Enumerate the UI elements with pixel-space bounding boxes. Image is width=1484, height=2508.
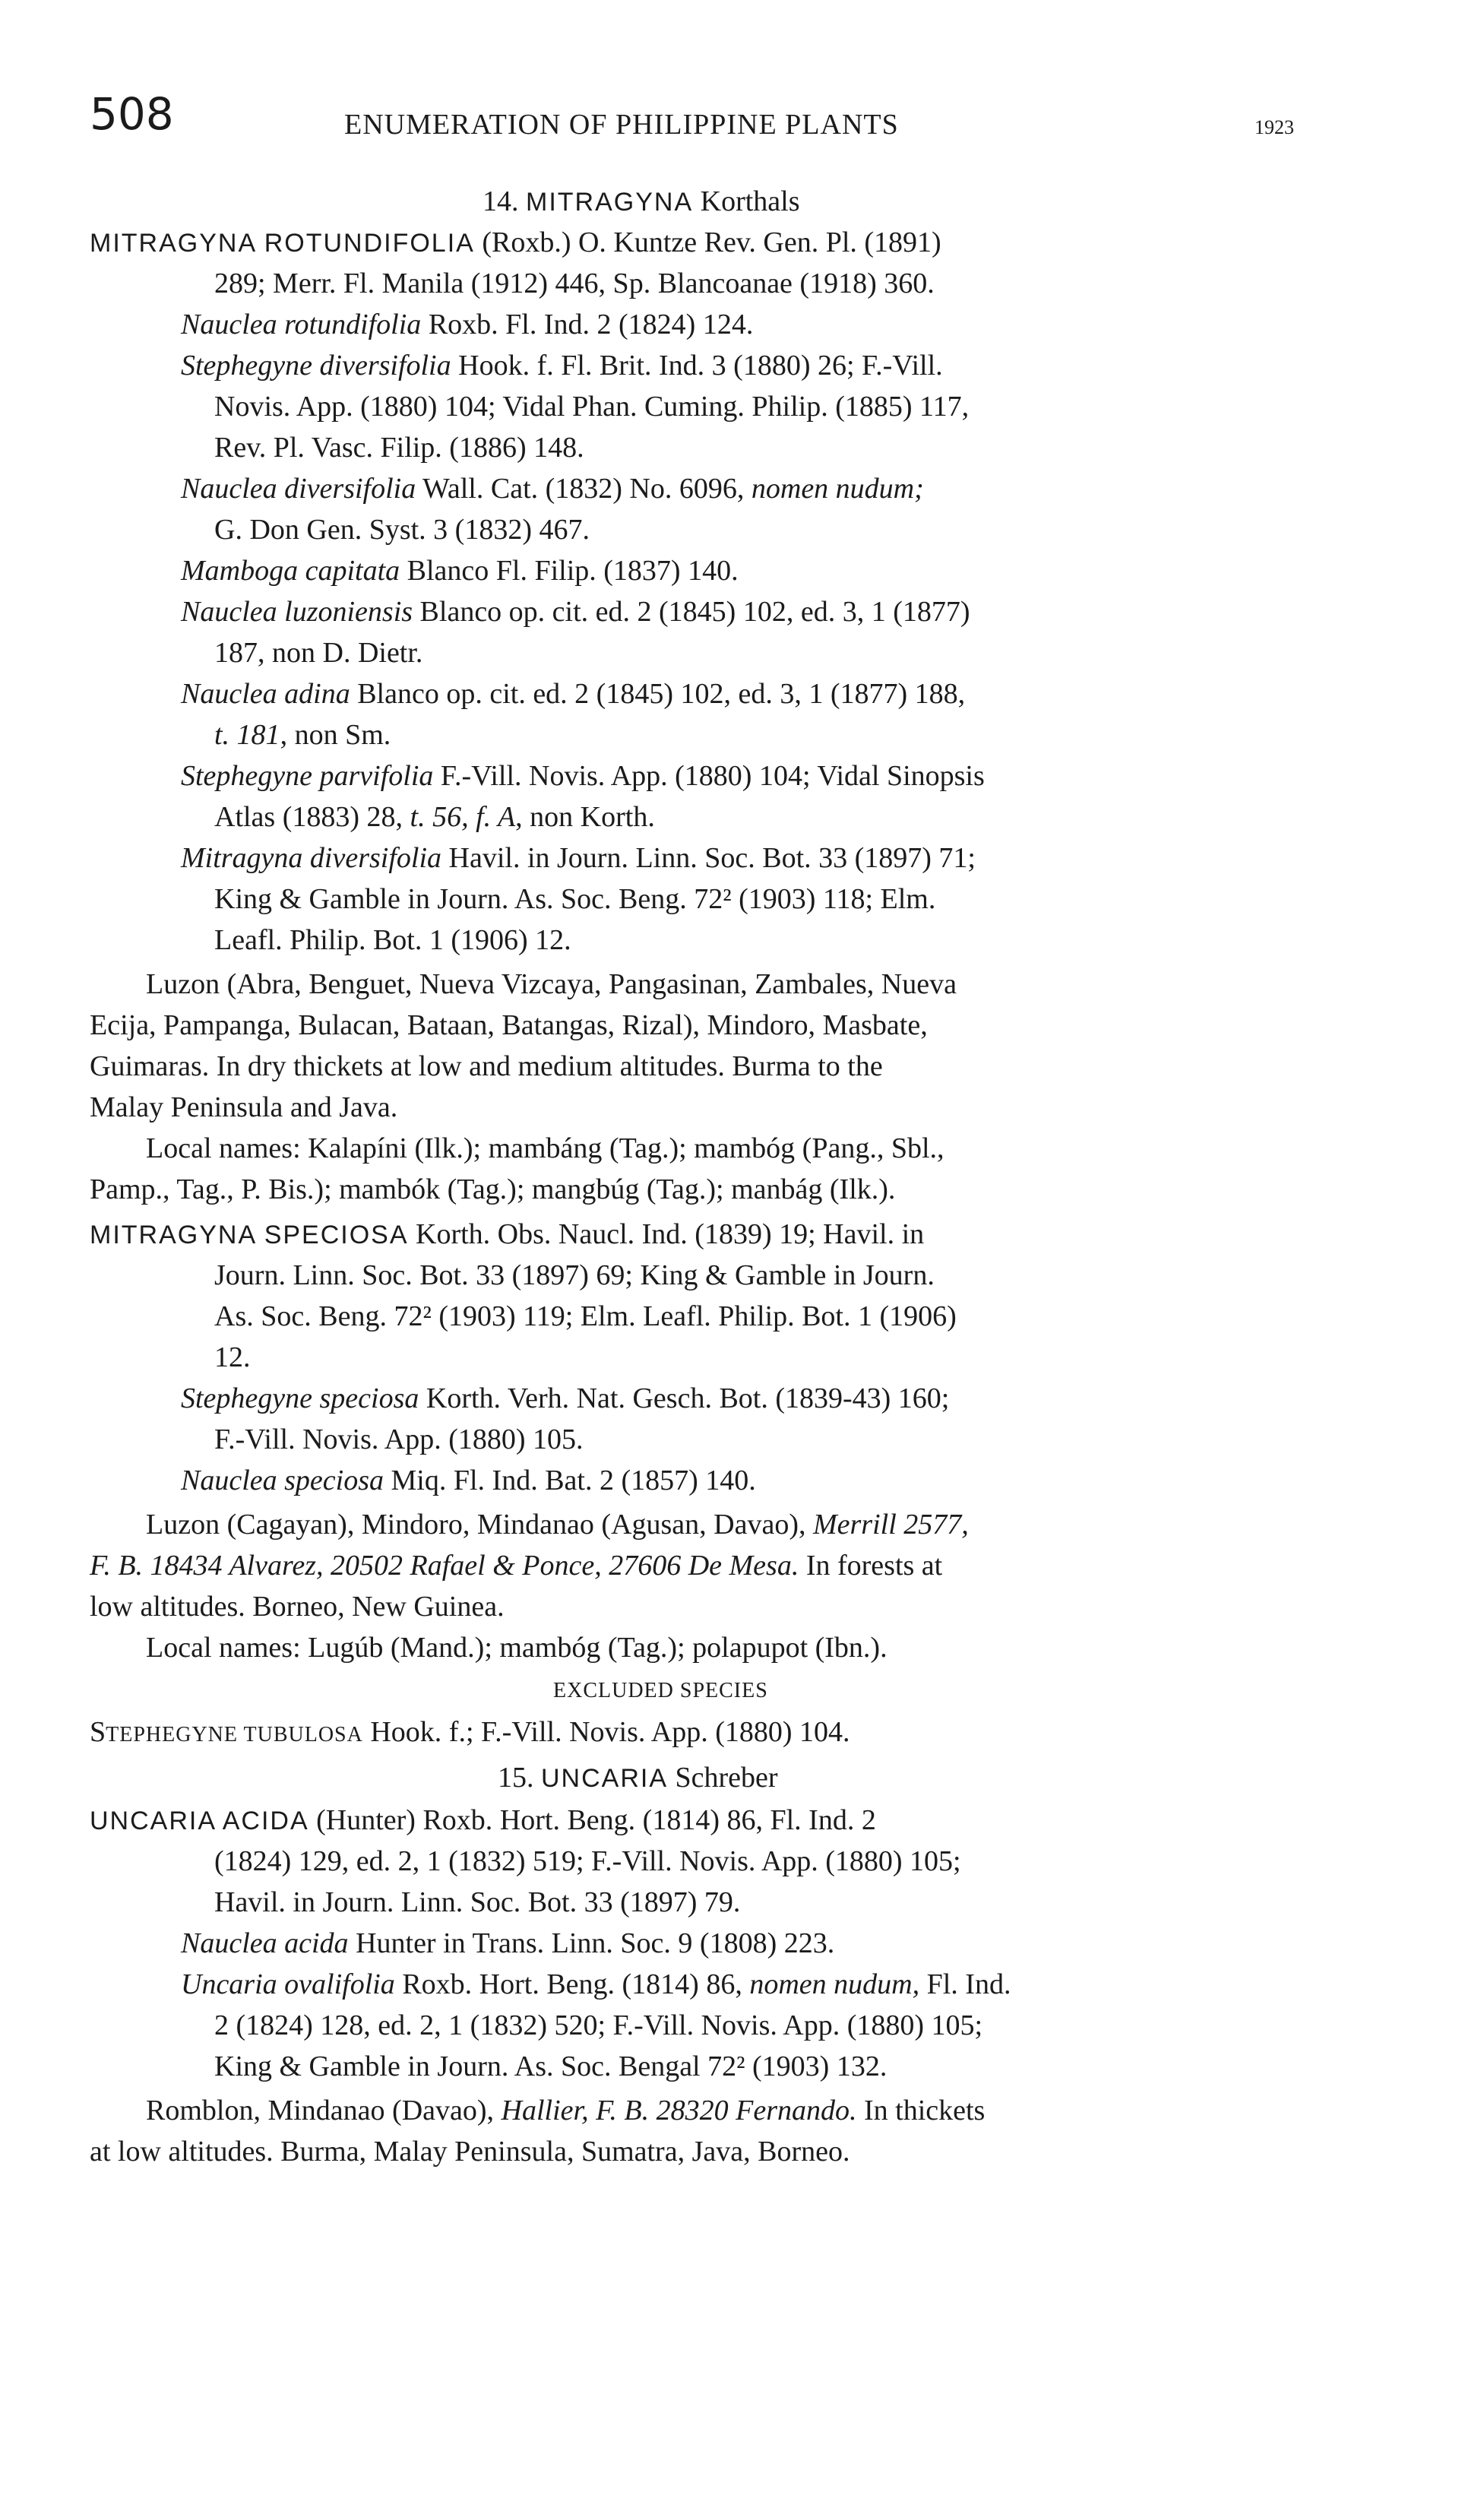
citation-line: As. Soc. Beng. 72² (1903) 119; Elm. Leafl. Philip. Bot. 1 (1906) (214, 1300, 957, 1332)
synonym-line: Stephegyne speciosa Korth. Verh. Nat. Gesch. Bot. (1839-43) 160; (181, 1382, 950, 1414)
distribution-text: Ecija, Pampanga, Bulacan, Bataan, Batangas, Rizal), Mindoro, Masbate, (90, 1009, 928, 1041)
citation-line: t. 181, non Sm. (214, 719, 391, 751)
genus-heading-uncaria: 15. UNCARIA Schreber (498, 1762, 778, 1794)
synonym-line: Nauclea luzoniensis Blanco op. cit. ed. 2 (1845) 102, ed. 3, 1 (1877) (181, 596, 970, 628)
distribution-text: Luzon (Cagayan), Mindoro, Mindanao (Agusan, Davao), Merrill 2577, (146, 1509, 969, 1541)
citation-line: 289; Merr. Fl. Manila (1912) 446, Sp. Blancoanae (1918) 360. (214, 268, 935, 299)
distribution-text: at low altitudes. Burma, Malay Peninsula, Sumatra, Java, Borneo. (90, 2136, 850, 2168)
synonym-line: Uncaria ovalifolia Roxb. Hort. Beng. (1814) 86, nomen nudum, Fl. Ind. (181, 1968, 1011, 2000)
running-header (90, 87, 1294, 141)
page-number: 508 (90, 88, 174, 140)
header-year: 1923 (1255, 116, 1294, 138)
citation-line: Rev. Pl. Vasc. Filip. (1886) 148. (214, 432, 584, 464)
citation-line: G. Don Gen. Syst. 3 (1832) 467. (214, 514, 590, 546)
distribution-text: Malay Peninsula and Java. (90, 1091, 398, 1123)
distribution-text: Guimaras. In dry thickets at low and medium altitudes. Burma to the (90, 1050, 883, 1082)
synonym-line: Nauclea diversifolia Wall. Cat. (1832) No. 6096, nomen nudum; (181, 473, 924, 505)
distribution-text: Luzon (Abra, Benguet, Nueva Vizcaya, Pangasinan, Zambales, Nueva (146, 968, 957, 1000)
running-title: ENUMERATION OF PHILIPPINE PLANTS (344, 109, 899, 141)
citation-line: King & Gamble in Journ. As. Soc. Beng. 72² (1903) 118; Elm. (214, 883, 936, 915)
excluded-species-entry: STEPHEGYNE TUBULOSA Hook. f.; F.-Vill. Novis. App. (1880) 104. (90, 1716, 850, 1748)
synonym-line: Nauclea rotundifolia Roxb. Fl. Ind. 2 (1824) 124. (181, 309, 754, 340)
synonym-line: Nauclea speciosa Miq. Fl. Ind. Bat. 2 (1857) 140. (181, 1465, 756, 1496)
local-names: Pamp., Tag., P. Bis.); mambók (Tag.); mangbúg (Tag.); manbág (Ilk.). (90, 1173, 896, 1205)
local-names: Local names: Lugúb (Mand.); mambóg (Tag.); polapupot (Ibn.). (146, 1632, 888, 1664)
citation-line: Novis. App. (1880) 104; Vidal Phan. Cuming. Philip. (1885) 117, (214, 391, 970, 423)
species-entry-speciosa: MITRAGYNA SPECIOSA Korth. Obs. Naucl. Ind. (1839) 19; Havil. in (90, 1218, 925, 1250)
synonym-line: Nauclea acida Hunter in Trans. Linn. Soc. 9 (1808) 223. (181, 1927, 835, 1959)
synonym-line: Stephegyne parvifolia F.-Vill. Novis. App. (1880) 104; Vidal Sinopsis (181, 760, 985, 792)
local-names: Local names: Kalapíni (Ilk.); mambáng (Tag.); mambóg (Pang., Sbl., (146, 1132, 945, 1164)
distribution-text: low altitudes. Borneo, New Guinea. (90, 1591, 505, 1623)
citation-line: (1824) 129, ed. 2, 1 (1832) 519; F.-Vill. Novis. App. (1880) 105; (214, 1845, 961, 1877)
citation-line: 2 (1824) 128, ed. 2, 1 (1832) 520; F.-Vill. Novis. App. (1880) 105; (214, 2009, 983, 2041)
citation-line: Journ. Linn. Soc. Bot. 33 (1897) 69; King & Gamble in Journ. (214, 1259, 935, 1291)
distribution-text: Romblon, Mindanao (Davao), Hallier, F. B. 28320 Fernando. In thickets (146, 2095, 986, 2126)
citation-line: Atlas (1883) 28, t. 56, f. A, non Korth. (214, 801, 655, 833)
citation-line: Leafl. Philip. Bot. 1 (1906) 12. (214, 924, 571, 956)
genus-heading-mitragyna: 14. MITRAGYNA Korthals (483, 185, 800, 217)
species-entry-rotundifolia: MITRAGYNA ROTUNDIFOLIA (Roxb.) O. Kuntze Rev. Gen. Pl. (1891) (90, 226, 941, 258)
citation-line: F.-Vill. Novis. App. (1880) 105. (214, 1423, 584, 1455)
synonym-line: Nauclea adina Blanco op. cit. ed. 2 (1845) 102, ed. 3, 1 (1877) 188, (181, 678, 966, 710)
distribution-text: F. B. 18434 Alvarez, 20502 Rafael & Ponce, 27606 De Mesa. In forests at (90, 1550, 943, 1582)
citation-line: Havil. in Journ. Linn. Soc. Bot. 33 (1897) 79. (214, 1886, 741, 1918)
citation-line: 12. (214, 1341, 251, 1373)
citation-line: King & Gamble in Journ. As. Soc. Bengal 72² (1903) 132. (214, 2050, 888, 2082)
citation-line: 187, non D. Dietr. (214, 637, 423, 669)
synonym-line: Mamboga capitata Blanco Fl. Filip. (1837) 140. (181, 555, 739, 587)
excluded-species-heading: EXCLUDED SPECIES (553, 1679, 768, 1702)
synonym-line: Mitragyna diversifolia Havil. in Journ. Linn. Soc. Bot. 33 (1897) 71; (181, 842, 976, 874)
species-entry-acida: UNCARIA ACIDA (Hunter) Roxb. Hort. Beng. (1814) 86, Fl. Ind. 2 (90, 1804, 876, 1836)
synonym-line: Stephegyne diversifolia Hook. f. Fl. Brit. Ind. 3 (1880) 26; F.-Vill. (181, 350, 943, 382)
